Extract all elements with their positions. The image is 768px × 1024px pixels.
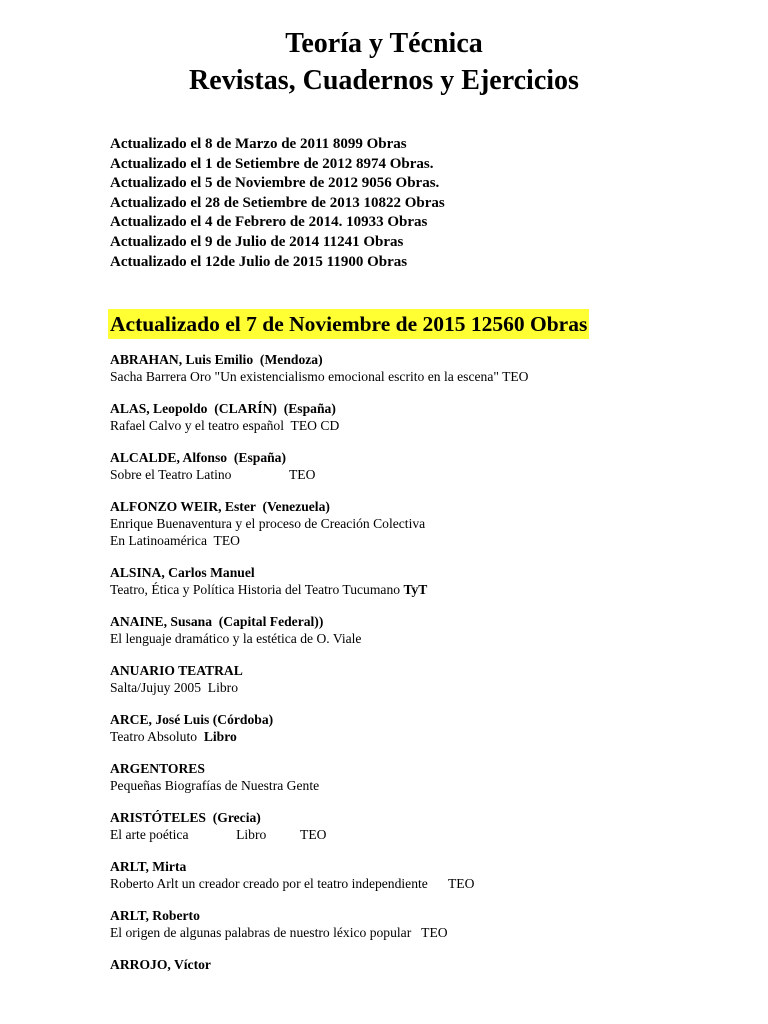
entry-work: Sobre el Teatro Latino TEO xyxy=(110,467,316,482)
catalog-entries xyxy=(110,351,750,988)
entry-work: Enrique Buenaventura y el proceso de Creación Colectiva xyxy=(110,516,426,531)
entry-author: ARLT, Roberto xyxy=(110,908,200,923)
catalog-entry xyxy=(110,809,750,843)
update-line: Actualizado el 9 de Julio de 2014 11241 Obras xyxy=(110,233,404,250)
entry-work xyxy=(110,728,750,745)
entry-work: Rafael Calvo y el teatro español TEO CD xyxy=(110,418,340,433)
update-line: Actualizado el 1 de Setiembre de 2012 8974 Obras. xyxy=(110,155,434,172)
entry-author: ARROJO, Víctor xyxy=(110,957,211,972)
catalog-entry xyxy=(110,564,750,598)
entry-work: Sacha Barrera Oro "Un existencialismo emocional escrito en la escena" TEO xyxy=(110,369,529,384)
document-title: Teoría y Técnica xyxy=(285,28,483,59)
catalog-entry xyxy=(110,613,750,647)
catalog-entry xyxy=(110,449,750,483)
entry-author: ALSINA, Carlos Manuel xyxy=(110,565,255,580)
catalog-entry xyxy=(110,662,750,696)
catalog-entry xyxy=(110,711,750,745)
entry-work-tag: Libro xyxy=(203,729,237,744)
update-line: Actualizado el 12de Julio de 2015 11900 Obras xyxy=(110,253,408,270)
catalog-entry xyxy=(110,858,750,892)
update-line: Actualizado el 4 de Febrero de 2014. 10933 Obras xyxy=(110,214,428,231)
entry-work: El lenguaje dramático y la estética de O. Viale xyxy=(110,631,362,646)
entry-author: ALFONZO WEIR, Ester (Venezuela) xyxy=(110,499,330,514)
latest-update-highlight: Actualizado el 7 de Noviembre de 2015 12560 Obras xyxy=(108,309,589,339)
document-subtitle: Revistas, Cuadernos y Ejercicios xyxy=(189,65,579,96)
entry-work: El arte poética Libro TEO xyxy=(110,827,327,842)
entry-author: ALCALDE, Alfonso (España) xyxy=(110,450,287,465)
entry-work: El origen de algunas palabras de nuestro léxico popular TEO xyxy=(110,925,448,940)
entry-work xyxy=(110,581,750,598)
entry-work-tag: TyT xyxy=(403,582,428,597)
entry-author: ALAS, Leopoldo (CLARÍN) (España) xyxy=(110,401,336,416)
entry-author: ABRAHAN, Luis Emilio (Mendoza) xyxy=(110,352,323,367)
entry-work: Pequeñas Biografías de Nuestra Gente xyxy=(110,778,320,793)
entry-work-text: Teatro Absoluto xyxy=(110,729,204,744)
entry-work: Roberto Arlt un creador creado por el teatro independiente TEO xyxy=(110,876,475,891)
entry-author: ARCE, José Luis (Córdoba) xyxy=(110,712,274,727)
update-line: Actualizado el 5 de Noviembre de 2012 9056 Obras. xyxy=(110,175,440,192)
entry-author: ANUARIO TEATRAL xyxy=(110,663,243,678)
catalog-entry xyxy=(110,498,750,549)
entry-work: Salta/Jujuy 2005 Libro xyxy=(110,680,238,695)
catalog-entry xyxy=(110,956,750,973)
entry-author: ARGENTORES xyxy=(110,761,205,776)
entry-author: ARISTÓTELES (Grecia) xyxy=(110,810,261,825)
catalog-entry xyxy=(110,760,750,794)
update-line: Actualizado el 8 de Marzo de 2011 8099 Obras xyxy=(110,136,407,152)
catalog-entry xyxy=(110,351,750,385)
entry-author: ARLT, Mirta xyxy=(110,859,187,874)
entry-work: En Latinoamérica TEO xyxy=(110,533,240,548)
update-line: Actualizado el 28 de Setiembre de 2013 10822 Obras xyxy=(110,194,445,211)
catalog-entry xyxy=(110,907,750,941)
update-history xyxy=(110,135,445,272)
entry-work-text: Teatro, Ética y Política Historia del Teatro Tucumano xyxy=(110,582,404,597)
entry-author: ANAINE, Susana (Capital Federal)) xyxy=(110,614,324,629)
catalog-entry xyxy=(110,400,750,434)
